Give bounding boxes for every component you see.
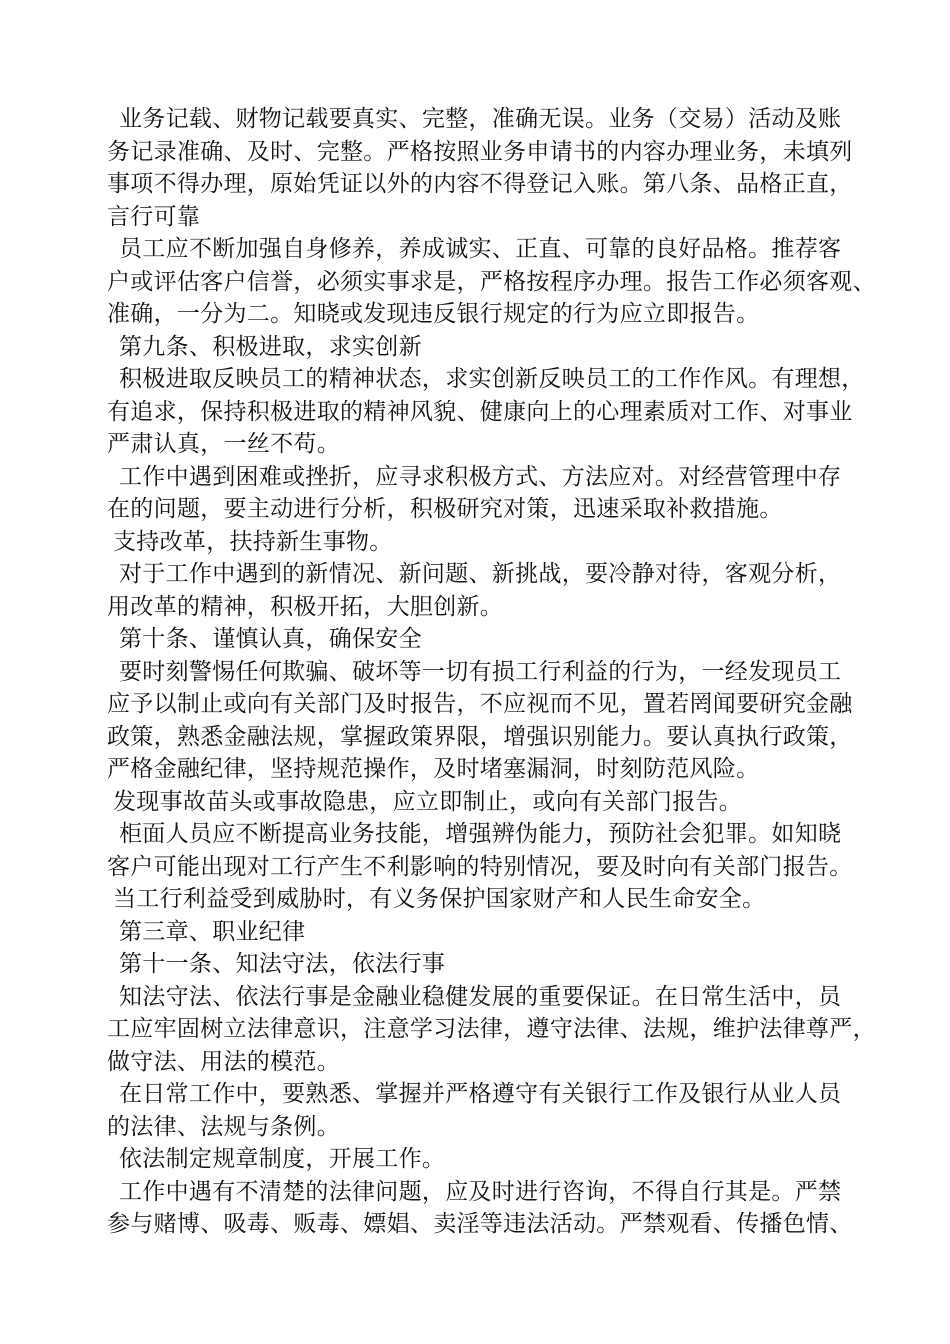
text-line: 对于工作中遇到的新情况、新问题、新挑战，要冷静对待，客观分析，: [119, 561, 842, 587]
text-line: 积极进取反映员工的精神状态，求实创新反映员工的工作作风。有理想，: [119, 366, 865, 392]
text-line: 参与赌博、吸毒、贩毒、嫖娼、卖淫等违法活动。严禁观看、传播色情、: [107, 1211, 853, 1237]
text-line: 务记录准确、及时、完整。严格按照业务申请书的内容办理业务，未填列: [107, 138, 853, 165]
text-line: 户或评估客户信誉，必须实事求是，严格按程序办理。报告工作必须客观、: [107, 268, 876, 295]
text-line: 工作中遇有不清楚的法律问题，应及时进行咨询，不得自行其是。严禁: [119, 1178, 842, 1205]
text-line: 依法制定规章制度，开展工作。: [119, 1146, 446, 1172]
text-line: 工作中遇到困难或挫折，应寻求积极方式、方法应对。对经营管理中存: [119, 463, 842, 490]
text-line: 要时刻警惕任何欺骗、破坏等一切有损工行利益的行为，一经发现员工: [119, 658, 842, 685]
text-line: 第十条、谨慎认真，确保安全: [119, 626, 422, 652]
text-line: 知法守法、依法行事是金融业稳健发展的重要保证。在日常生活中，员: [119, 983, 842, 1010]
text-line: 在的问题，要主动进行分析，积极研究对策，迅速采取补救措施。: [107, 496, 783, 522]
text-line: 准确，一分为二。知晓或发现违反银行规定的行为应立即报告。: [107, 301, 760, 327]
text-line: 当工行利益受到威胁时，有义务保护国家财产和人民生命安全。: [113, 886, 766, 912]
text-line: 第九条、积极进取，求实创新: [119, 333, 422, 360]
text-line: 应予以制止或向有关部门及时报告，不应视而不见，置若罔闻要研究金融: [107, 691, 853, 717]
text-line: 政策，熟悉金融法规，掌握政策界限，增强识别能力。要认真执行政策，: [107, 723, 853, 750]
text-line: 柜面人员应不断提高业务技能，增强辨伪能力，预防社会犯罪。如知晓: [119, 821, 842, 847]
text-line: 员工应不断加强自身修养，养成诚实、正直、可靠的良好品格。推荐客: [119, 236, 842, 262]
text-line: 第十一条、知法守法，依法行事: [119, 951, 446, 977]
text-line: 业务记载、财物记载要真实、完整，准确无误。业务（交易）活动及账: [119, 106, 842, 132]
text-line: 发现事故苗头或事故隐患，应立即制止，或向有关部门报告。: [113, 788, 743, 815]
text-line: 用改革的精神，积极开拓，大胆创新。: [107, 593, 504, 620]
text-line: 客户可能出现对工行产生不利影响的特别情况，要及时向有关部门报告。: [107, 853, 853, 880]
text-line: 支持改革，扶持新生事物。: [113, 528, 393, 555]
text-line: 有追求，保持积极进取的精神风貌、健康向上的心理素质对工作、对事业: [107, 398, 853, 425]
text-line: 第三章、职业纪律: [119, 918, 306, 945]
text-line: 的法律、法规与条例。: [107, 1113, 340, 1140]
text-line: 做守法、用法的模范。: [107, 1048, 340, 1075]
text-line: 严肃认真，一丝不苟。: [107, 431, 340, 457]
text-line: 严格金融纪律，坚持规范操作，及时堵塞漏洞，时刻防范风险。: [107, 756, 760, 782]
text-line: 在日常工作中，要熟悉、掌握并严格遵守有关银行工作及银行从业人员: [119, 1081, 842, 1107]
text-line: 工应牢固树立法律意识，注意学习法律，遵守法律、法规，维护法律尊严，: [107, 1016, 876, 1042]
text-line: 事项不得办理，原始凭证以外的内容不得登记入账。第八条、品格正直，: [107, 171, 853, 197]
document-body-text: [107, 103, 877, 1241]
text-line: 言行可靠: [107, 203, 201, 230]
